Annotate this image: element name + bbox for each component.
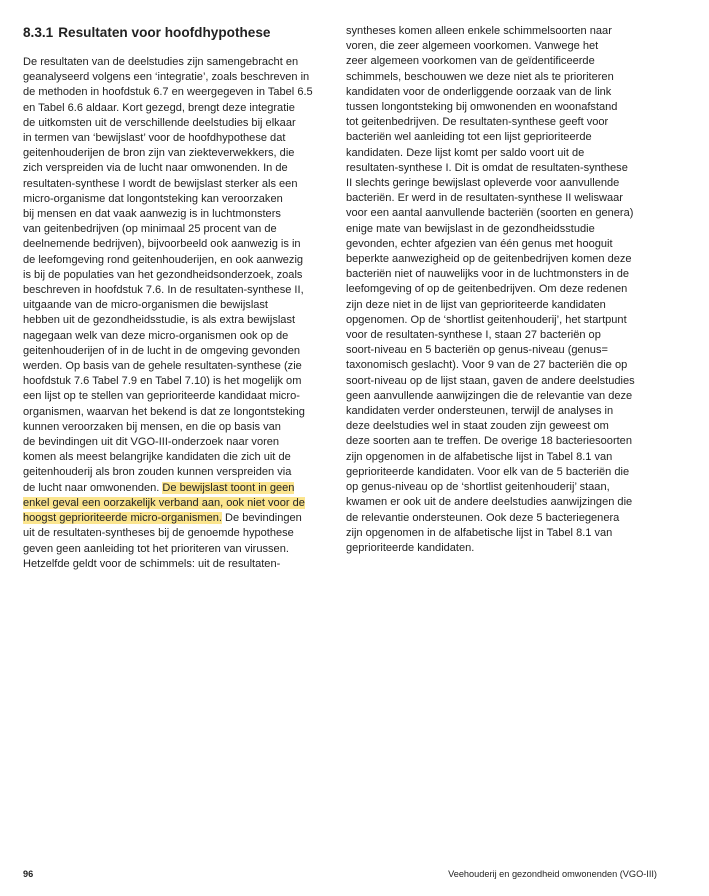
publication-title: Veehouderij en gezondheid omwonenden (VGO-III)	[448, 869, 657, 879]
paragraph-line: geitenhouderijen de bron zijn van ziekteverwekkers, die	[23, 147, 295, 160]
section-title: Resultaten voor hoofdhypothese	[58, 25, 271, 40]
paragraph-line	[23, 496, 328, 511]
paragraph-line: zijn deze niet in de lijst van geprioriteerde kandidaten	[346, 298, 606, 311]
paragraph-line: hoofdstuk 7.6 Tabel 7.9 en Tabel 7.10) is het mogelijk om	[23, 375, 302, 388]
paragraph-line: organismen, waarvan het bekend is dat ze longontsteking	[23, 405, 305, 418]
paragraph-line: geitenhouderijen of in de lucht in de omgeving gevonden	[23, 344, 300, 357]
paragraph-line: geven geen aanleiding tot het prioriteren van virussen.	[23, 542, 289, 555]
paragraph-line: uitgaande van de micro-organismen die bewijslast	[23, 299, 269, 312]
paragraph-line: geen aanvullende aanwijzingen die de relevantie van deze	[346, 389, 633, 402]
paragraph-line: op genus-niveau op de ‘shortlist geitenhouderij’ staan,	[346, 481, 610, 494]
paragraph-line: micro-organisme dat longontsteking kan veroorzaken	[23, 192, 283, 205]
paragraph-line: hebben uit de gezondheidsstudie, is als extra bewijslast	[23, 314, 296, 327]
paragraph-line: leefomgeving of op de geitenbedrijven. Om deze redenen	[346, 283, 628, 296]
paragraph-line: beschreven in hoofdstuk 7.6. In de resultaten-synthese II,	[23, 284, 304, 297]
paragraph-line: tussen longontsteking bij omwonenden en woonafstand	[346, 101, 618, 114]
paragraph-line: uit de resultaten-syntheses bij de genoemde hypothese	[23, 527, 294, 540]
paragraph-line: zijn opgenomen in de alfabetische lijst in Tabel 8.1 van	[346, 526, 613, 539]
paragraph-line: kandidaten voor de onderliggende oorzaak van de link	[346, 85, 612, 98]
paragraph-line: kandidaten verder ondersteunen, terwijl de analyses in	[346, 405, 614, 418]
highlighted-text[interactable]: hoogst geprioriteerde micro-organismen.	[23, 512, 222, 525]
paragraph-line: een lijst op te stellen van geprioriteerde kandidaat micro-	[23, 390, 300, 403]
paragraph-line: tot geitenbedrijven. De resultaten-synthese geeft voor	[346, 116, 609, 129]
paragraph-line: kwamen er ook uit de andere deelstudies aanwijzingen die	[346, 496, 633, 509]
paragraph-line: de leefomgeving rond geitenhouderijen, en ook aanwezig	[23, 253, 304, 266]
paragraph-line: van geitenbedrijven (op minimaal 25 procent van de	[23, 223, 277, 236]
right-column-paragraph	[346, 24, 666, 556]
paragraph-line: kandidaten. Deze lijst komt per saldo voort uit de	[346, 146, 585, 159]
left-column	[23, 55, 328, 572]
paragraph-line: voren, die zeer algemeen voorkomen. Vanwege het	[346, 40, 599, 53]
paragraph-line: enige mate van bewijslast in de gezondheidsstudie	[346, 222, 595, 235]
paragraph-line: bacteriën wel aanleiding tot een lijst geprioriteerde	[346, 131, 592, 144]
paragraph-line: schimmels, beschouwen we deze niet als te prioriteren	[346, 70, 614, 83]
left-column-paragraph	[23, 55, 328, 481]
paragraph-line: bij mensen en dat vaak aanwezig is in luchtmonsters	[23, 208, 281, 221]
paragraph-line: Hetzelfde geldt voor de schimmels: uit de resultaten-	[23, 557, 281, 570]
paragraph-line: bacteriën. Er werd in de resultaten-synthese II weliswaar	[346, 192, 623, 205]
paragraph-line: gevonden, echter afgezien van één genus met hooguit	[346, 237, 613, 250]
paragraph-line: werden. Op basis van de gehele resultaten-synthese (zie	[23, 360, 302, 373]
paragraph-line: soort-niveau op de lijst staan, gaven de andere deelstudies	[346, 374, 635, 387]
paragraph-line: komen als meest belangrijke kandidaten die zich uit de	[23, 451, 291, 464]
paragraph-line: soort-niveau en 5 bacteriën op genus-niveau (genus=	[346, 344, 608, 357]
line-text: de lucht naar omwonenden.	[23, 481, 163, 494]
paragraph-line: deelnemende bedrijven), bijvoorbeeld ook aanwezig is in	[23, 238, 301, 251]
paragraph-line: II slechts geringe bewijslast opleverde voor aanvullende	[346, 177, 620, 190]
paragraph-line: zich verspreiden via de lucht naar omwonenden. In de	[23, 162, 288, 175]
paragraph-line: zeer algemeen voorkomen van de geïdentificeerde	[346, 55, 595, 68]
paragraph-line: geitenhouderij als bron zouden kunnen verspreiden via	[23, 466, 292, 479]
paragraph-line: geprioriteerde kandidaten.	[346, 541, 475, 554]
paragraph-line: geprioriteerde kandidaten. Voor elk van de 5 bacteriën die	[346, 465, 630, 478]
paragraph-line: voor een aantal aanvullende bacteriën (soorten en genera)	[346, 207, 634, 220]
paragraph-line: voor de resultaten-synthese I, staan 27 bacteriën op	[346, 329, 601, 342]
page-number: 96	[23, 869, 34, 879]
paragraph-line: deze soorten aan te treffen. De overige 18 bacteriesoorten	[346, 435, 632, 448]
paragraph-line: resultaten-synthese I wordt de bewijslast sterker als een	[23, 177, 298, 190]
paragraph-line: syntheses komen alleen enkele schimmelsoorten naar	[346, 25, 612, 37]
highlighted-text[interactable]: De bewijslast toont in geen	[162, 481, 295, 494]
paragraph-line: geanalyseerd volgens een ‘integratie’, zoals beschreven in	[23, 71, 310, 84]
highlighted-text[interactable]: enkel geval een oorzakelijk verband aan, ook niet voor de	[23, 496, 305, 509]
line-text: De bevindingen	[221, 512, 302, 525]
paragraph-line: opgenomen. Op de ‘shortlist geitenhouderij’, het startpunt	[346, 313, 627, 326]
paragraph-line: kunnen veroorzaken bij mensen, en die op basis van	[23, 420, 281, 433]
paragraph-line: en Tabel 6.6 aldaar. Kort gezegd, brengt deze integratie	[23, 101, 295, 114]
paragraph-line: is bij de populaties van het gezondheidsonderzoek, zoals	[23, 268, 303, 281]
left-column-paragraph-tail	[23, 526, 328, 572]
section-heading	[23, 24, 270, 42]
section-number: 8.3.1	[23, 25, 54, 40]
paragraph-line: de bevindingen uit dit VGO-III-onderzoek naar voren	[23, 436, 280, 449]
paragraph-line	[23, 481, 328, 496]
paragraph-line: bacteriën niet of nauwelijks voor in de luchtmonsters in de	[346, 268, 630, 281]
paragraph-line: in termen van ‘bewijslast’ voor de hoofdhypothese dat	[23, 132, 286, 145]
paragraph-line: de relevantie ondersteunen. Ook deze 5 bacteriegenera	[346, 511, 620, 524]
paragraph-line: de methoden in hoofdstuk 6.7 en weergegeven in Tabel 6.5	[23, 86, 313, 99]
paragraph-line: zijn opgenomen in de alfabetische lijst in Tabel 8.1 van	[346, 450, 613, 463]
paragraph-line: nagegaan welk van deze micro-organismen ook op de	[23, 329, 289, 342]
paragraph-line: taxonomisch geslacht). Voor 9 van de 27 bacteriën die op	[346, 359, 628, 372]
paragraph-line	[23, 511, 328, 526]
paragraph-line: deze deelstudies wel in staat zouden zijn geweest om	[346, 420, 609, 433]
paragraph-line: de uitkomsten uit de verschillende deelstudies bij elkaar	[23, 116, 296, 129]
paragraph-line: beperkte aanwezigheid op de geitenbedrijven komen deze	[346, 253, 632, 266]
paragraph-line: De resultaten van de deelstudies zijn samengebracht en	[23, 56, 299, 68]
right-column	[346, 24, 666, 556]
paragraph-line: resultaten-synthese I. Dit is omdat de resultaten-synthese	[346, 161, 628, 174]
